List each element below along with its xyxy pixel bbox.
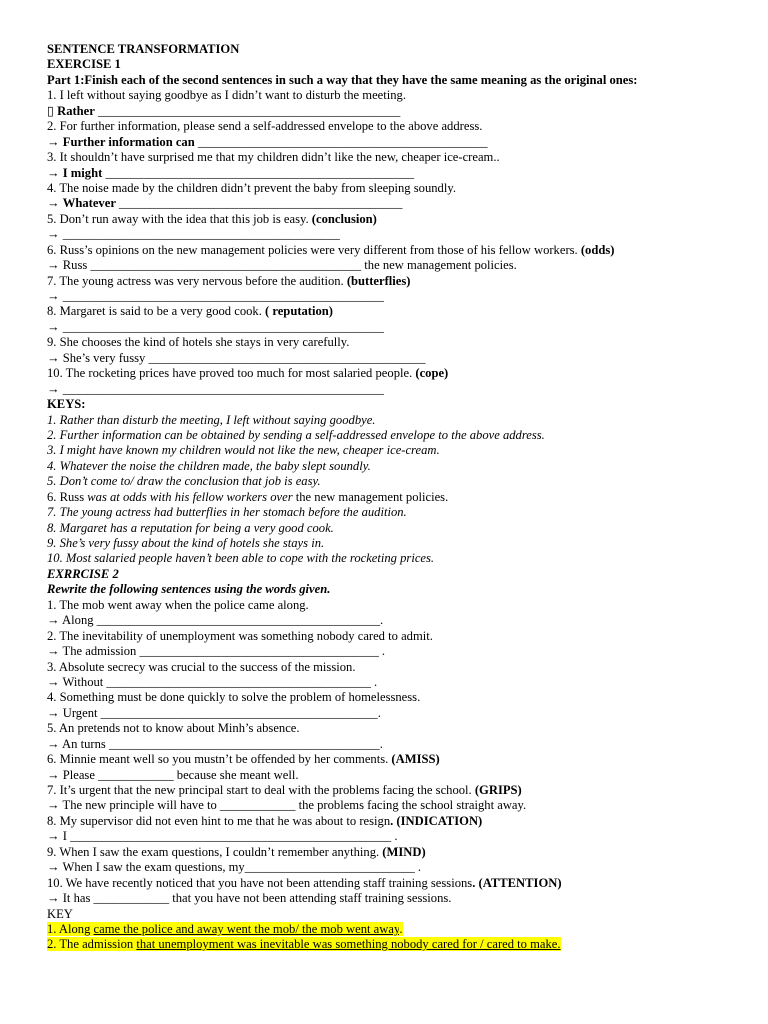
- text-segment: . (ATTENTION): [472, 875, 562, 890]
- text-line: [47, 320, 747, 335]
- text-segment: 7. It’s urgent that the new principal start to deal with the problems facing the school.: [47, 783, 475, 797]
- text-segment: 1. I left without saying goodbye as I didn’t want to disturb the meeting.: [47, 88, 406, 103]
- text-segment: SENTENCE TRANSFORMATION: [47, 42, 240, 56]
- text-segment: ______________________________________________: [194, 134, 488, 149]
- text-line: [47, 212, 747, 227]
- text-line: [47, 382, 747, 397]
- text-line: [47, 304, 747, 319]
- text-segment: Rather: [57, 103, 95, 118]
- text-segment: →: [47, 165, 63, 180]
- text-segment: was at odds with his fellow workers over: [87, 489, 293, 504]
- text-line: [47, 119, 747, 134]
- text-line: [47, 721, 747, 736]
- text-line: [47, 413, 747, 428]
- text-line: [47, 428, 747, 443]
- text-line: [47, 42, 747, 57]
- text-segment: →: [47, 134, 63, 149]
- text-line: [47, 536, 747, 551]
- text-line: [47, 397, 747, 412]
- text-line: [47, 798, 747, 813]
- text-line: [47, 88, 747, 103]
- text-segment: → ____________________________________________: [47, 227, 340, 242]
- text-segment: 9. When I saw the exam questions, I couldn’t remember anything.: [47, 844, 383, 859]
- text-line: [47, 57, 747, 72]
- text-line: [47, 644, 747, 659]
- text-segment: 4. The noise made by the children didn’t prevent the baby from sleeping soundly.: [47, 180, 456, 195]
- text-segment: → I ___________________________________________________ .: [47, 829, 398, 844]
- text-line: [47, 351, 747, 366]
- text-line: [47, 366, 747, 381]
- text-line: [47, 706, 747, 721]
- text-segment: 8. Margaret is said to be a very good cook.: [47, 304, 266, 319]
- text-segment: 1. Rather than disturb the meeting, I left without saying goodbye.: [47, 412, 376, 427]
- text-line: [47, 860, 747, 875]
- text-segment: ________________________________________________: [94, 103, 401, 118]
- text-line: [47, 891, 747, 906]
- text-line: [47, 567, 747, 582]
- text-segment: → Without __________________________________________ .: [47, 674, 378, 689]
- text-line: [47, 474, 747, 489]
- text-segment: the new management policies.: [292, 489, 449, 504]
- text-line: [47, 166, 747, 181]
- text-segment: Further information can: [62, 134, 195, 149]
- text-segment: 2. Further information can be obtained by sending a self-addressed envelope to the above address.: [47, 427, 545, 442]
- text-line: [47, 752, 747, 767]
- text-segment: EXRRCISE 2: [47, 566, 119, 581]
- text-segment: 2. For further information, please send a self-addressed envelope to the above address.: [47, 119, 483, 134]
- text-line: [47, 613, 747, 628]
- text-segment: . (INDICATION): [390, 813, 483, 828]
- text-segment: 10. We have recently noticed that you have not been attending staff training sessions: [47, 875, 473, 890]
- text-segment: → Russ ___________________________________________ the new management policies.: [47, 258, 517, 273]
- text-line: [47, 196, 747, 211]
- text-segment: 3. I might have known my children would not like the new, cheaper ice-cream.: [47, 443, 440, 458]
- text-segment: 1. The mob went away when the police came along.: [47, 597, 309, 612]
- text-line: [47, 289, 747, 304]
- text-line: [47, 907, 747, 922]
- text-segment: ( reputation): [265, 304, 333, 319]
- text-segment: 6. Russ’s opinions on the new management policies were very different from those of his fellow workers.: [47, 242, 581, 257]
- text-segment: (conclusion): [311, 211, 377, 226]
- text-segment: → Urgent ____________________________________________.: [47, 705, 381, 720]
- text-segment: → ___________________________________________________: [47, 289, 384, 303]
- text-segment: → Please ____________ because she meant well.: [47, 767, 299, 782]
- text-segment: 6. Russ: [47, 489, 88, 504]
- text-segment: I might: [62, 165, 103, 180]
- text-line: [47, 629, 747, 644]
- text-segment: (butterflies): [346, 273, 411, 288]
- text-segment: 10. Most salaried people haven’t been able to cope with the rocketing prices.: [47, 551, 435, 566]
- text-line: [47, 459, 747, 474]
- text-line: [47, 783, 747, 798]
- text-segment: 7. The young actress was very nervous before the audition.: [47, 273, 347, 288]
- text-line: [47, 258, 747, 273]
- text-segment: 4. Whatever the noise the children made, the baby slept soundly.: [47, 458, 371, 473]
- text-line: [47, 274, 747, 289]
- text-line: [47, 181, 747, 196]
- text-segment: 6. Minnie meant well so you mustn’t be offended by her comments.: [47, 752, 392, 767]
- text-line: [47, 135, 747, 150]
- text-segment: 8. My supervisor did not even hint to me that he was about to resign: [47, 813, 391, 828]
- text-segment: 2. The admission: [47, 937, 137, 952]
- text-segment: 9. She’s very fussy about the kind of hotels she stays in.: [47, 536, 325, 550]
- text-segment: 3. It shouldn’t have surprised me that my children didn’t like the new, cheaper ice-cream..: [47, 150, 500, 165]
- text-segment: → Along _____________________________________________.: [47, 613, 384, 628]
- text-line: [47, 73, 747, 88]
- text-segment: → An turns ___________________________________________.: [47, 736, 383, 751]
- text-segment: 8. Margaret has a reputation for being a very good cook.: [47, 520, 334, 535]
- text-segment: EXERCISE 1: [47, 57, 121, 72]
- text-segment: → The admission ______________________________________ .: [47, 644, 386, 659]
- text-segment: (odds): [580, 242, 615, 257]
- text-segment: KEY: [47, 906, 73, 921]
- text-line: [47, 737, 747, 752]
- text-segment: ▯: [47, 103, 58, 118]
- text-segment: 4. Something must be done quickly to solve the problem of homelessness.: [47, 690, 421, 705]
- text-segment: _____________________________________________: [115, 196, 403, 211]
- text-segment: → ___________________________________________________: [47, 381, 384, 396]
- text-segment: Rewrite the following sentences using the words given.: [47, 582, 331, 597]
- text-segment: 5. Don’t come to/ draw the conclusion that job is easy.: [47, 474, 321, 489]
- text-segment: .: [399, 921, 403, 936]
- text-segment: 5. Don’t run away with the idea that this job is easy.: [47, 211, 312, 226]
- document-page: [47, 42, 747, 953]
- text-segment: _________________________________________________: [102, 165, 414, 180]
- text-line: [47, 598, 747, 613]
- text-line: [47, 505, 747, 520]
- text-segment: 1. Along: [47, 921, 94, 936]
- text-line: [47, 490, 747, 505]
- text-line: [47, 443, 747, 458]
- text-segment: 9. She chooses the kind of hotels she stays in very carefully.: [47, 335, 350, 350]
- text-segment: KEYS:: [47, 397, 86, 412]
- text-segment: Whatever: [62, 196, 116, 211]
- text-line: [47, 243, 747, 258]
- text-line: [47, 660, 747, 675]
- text-segment: → She’s very fussy ____________________________________________: [47, 350, 426, 365]
- text-line: [47, 551, 747, 566]
- text-line: [47, 768, 747, 783]
- text-segment: 2. The inevitability of unemployment was something nobody cared to admit.: [47, 628, 433, 643]
- text-segment: (cope): [415, 366, 449, 381]
- text-segment: (MIND): [382, 844, 426, 859]
- text-segment: → It has ____________ that you have not been attending staff training sessions.: [47, 891, 452, 906]
- text-segment: that unemployment was inevitable was something nobody cared for / cared to make.: [136, 937, 561, 952]
- text-segment: 7. The young actress had butterflies in her stomach before the audition.: [47, 505, 407, 520]
- text-segment: → When I saw the exam questions, my___________________________ .: [47, 860, 422, 875]
- text-segment: came the police and away went the mob/ the mob went away: [93, 921, 400, 936]
- text-line: [47, 937, 747, 952]
- text-line: [47, 814, 747, 829]
- text-segment: (GRIPS): [474, 783, 522, 797]
- text-line: [47, 675, 747, 690]
- text-line: [47, 521, 747, 536]
- text-segment: 10. The rocketing prices have proved too much for most salaried people.: [47, 366, 416, 381]
- text-segment: → ___________________________________________________: [47, 319, 384, 334]
- text-segment: 5. An pretends not to know about Minh’s absence.: [47, 721, 300, 736]
- text-segment: → The new principle will have to ____________ the problems facing the school straight away.: [47, 798, 527, 813]
- text-line: [47, 582, 747, 597]
- text-line: [47, 876, 747, 891]
- text-line: [47, 335, 747, 350]
- text-line: [47, 150, 747, 165]
- text-segment: 3. Absolute secrecy was crucial to the success of the mission.: [47, 659, 356, 674]
- text-line: [47, 845, 747, 860]
- text-segment: Part 1:Finish each of the second sentences in such a way that they have the same meaning as the original ones:: [47, 72, 638, 87]
- text-line: [47, 690, 747, 705]
- text-segment: (AMISS): [391, 752, 440, 767]
- text-line: [47, 922, 747, 937]
- text-line: [47, 227, 747, 242]
- text-line: [47, 829, 747, 844]
- text-line: [47, 104, 747, 119]
- text-segment: →: [47, 196, 63, 211]
